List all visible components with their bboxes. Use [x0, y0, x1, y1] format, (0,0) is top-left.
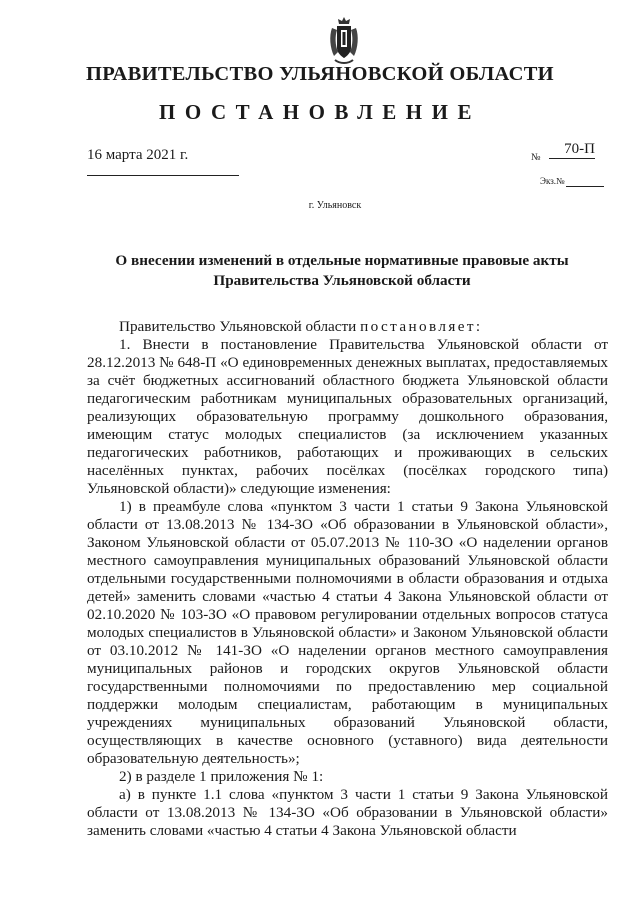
document-type: ПОСТАНОВЛЕНИЕ: [159, 100, 481, 124]
city: г. Ульяновск: [308, 200, 362, 211]
document-body: [87, 318, 608, 840]
paragraph-3: 2) в разделе 1 приложения № 1:: [119, 768, 324, 785]
paragraph-4: а) в пункте 1.1 слова «пунктом 3 части 1 статьи 9 Закона Ульяновской области от 13.08.2013 № 134-ЗО «Об образовании в Ульяновской области» заменить словами «частью 4 статьи 4 Закона Ульяновской области: [87, 786, 608, 839]
intro-text: Правительство Ульяновской области: [119, 318, 357, 335]
paragraph-2: 1) в преамбуле слова «пунктом 3 части 1 статьи 9 Закона Ульяновской области от 13.08.2013 № 134-ЗО «Об образовании в Ульяновской области», Законом Ульяновской области от 05.07.2013 № 110-ЗО «О наделении органов местного самоуправления муниципальных образований Ульяновской области отдельными государственными полномочиями в области образования и отдыха детей» заменить словами «частью 4 статьи 4 Закона Ульяновской области от 02.10.2020 № 103-ЗО «О правовом регулировании отдельных вопросов статуса молодых специалистов в Ульяновской области» и Законом Ульяновской области от 03.10.2012 № 141-ЗО «О наделении органов местного самоуправления муниципальных районов и городских округов Ульяновской области государственными полномочиями по предоставлению мер социальной поддержки молодым специалистам, работающим в муниципальных учреждениях муниципальных образований Ульяновской области, осуществляющих в качестве основного (уставного) вида деятельности образовательную деятельность»;: [87, 498, 608, 767]
number-sign: №: [531, 152, 541, 163]
government-title: ПРАВИТЕЛЬСТВО УЛЬЯНОВСКОЙ ОБЛАСТИ: [86, 63, 554, 85]
document-title: [0, 251, 640, 291]
coat-of-arms-icon: [324, 14, 364, 68]
document-number: 70-П: [549, 140, 595, 159]
copy-number-label: Экз.№: [540, 176, 565, 186]
title-line-2: Правительства Ульяновской области: [213, 272, 471, 289]
copy-number-line: [566, 186, 604, 187]
title-line-1: О внесении изменений в отдельные нормативные правовые акты: [115, 252, 569, 269]
document-date: 16 марта 2021 г.: [87, 147, 189, 163]
paragraph-1: 1. Внести в постановление Правительства Ульяновской области от 28.12.2013 № 648-П «О единовременных денежных выплатах, предоставляемых за счёт бюджетных ассигнований областного бюджета Ульяновской области педагогическим работникам муниципальных образовательных организаций, реализующих образовательную программу дошкольного образования, имеющим статус молодых специалистов (за исключением указанных педагогических работников, работающих и проживающих в сельских населённых пунктах, рабочих посёлках (посёлках городского типа) Ульяновской области)» следующие изменения:: [87, 336, 608, 497]
date-underline: [87, 175, 239, 176]
intro-paragraph: [87, 318, 608, 336]
intro-decree-word: постановляет:: [360, 318, 483, 335]
